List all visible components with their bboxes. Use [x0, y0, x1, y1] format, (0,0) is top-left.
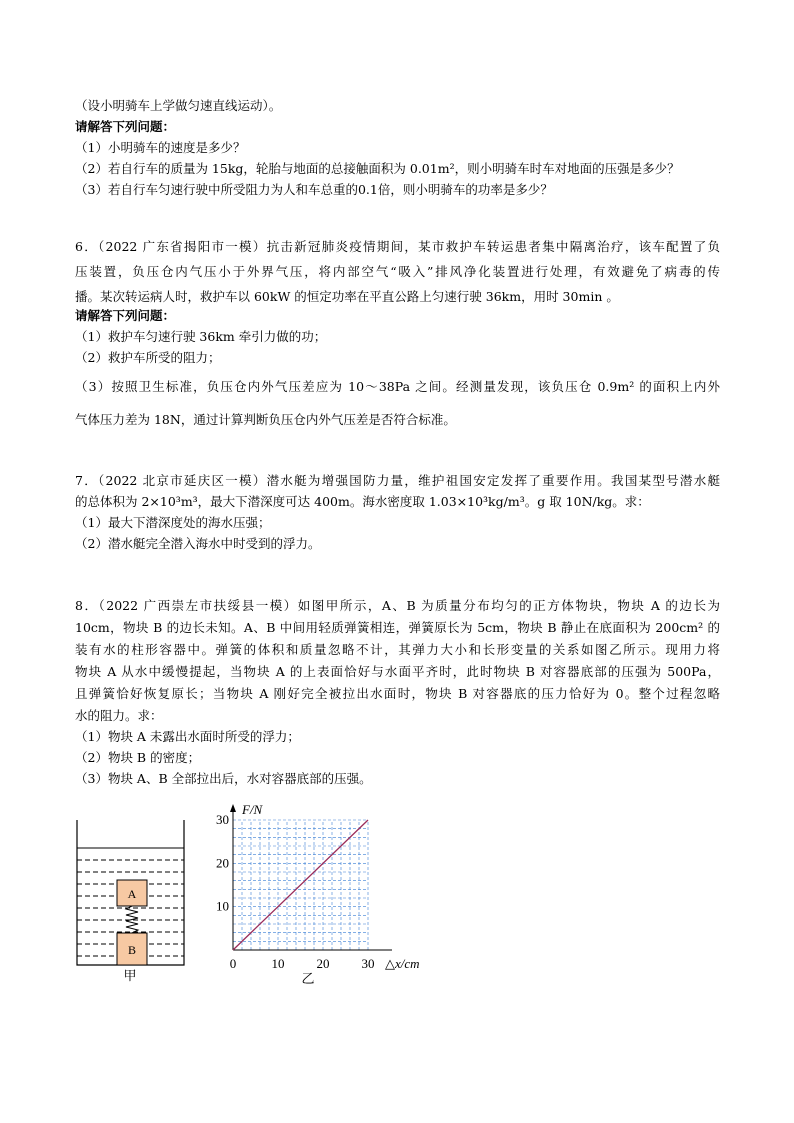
q6-line-5: （1）救护车匀速行驶 36km 牵引力做的功；: [75, 329, 327, 344]
q8-line-1: 8．（2022 广西崇左市扶绥县一模）如图甲所示，A、B 为质量分布均匀的正方体物块，物块 A 的边长为: [75, 598, 720, 613]
caption-jia: 甲: [123, 968, 137, 983]
y-tick-label: 20: [216, 855, 229, 871]
q6-line-1: 6．（2022 广东省揭阳市一模）抗击新冠肺炎疫情期间，某市救护车转运患者集中隔离治疗，该车配置了负: [75, 239, 720, 254]
q8-line-3: 装有水的柱形容器中。弹簧的体积和质量忽略不计，其弹力大小和长形变量的关系如图乙所示。现用力将: [75, 642, 720, 657]
q8-line-6: 水的阻力。求：: [75, 708, 163, 723]
q7-line-1: 7．（2022 北京市延庆区一模）潜水艇为增强国防力量，维护祖国安定发挥了重要作用。我国某型号潜水艇: [75, 473, 720, 488]
x-tick-label: 0: [229, 956, 237, 971]
y-axis-label: F/N: [242, 802, 263, 817]
graph-series: [233, 820, 368, 950]
x-tick-label: 20: [316, 956, 330, 971]
caption-yi: 乙: [301, 971, 315, 986]
q6-line-8: 气体压力差为 18N，通过计算判断负压仓内外气压差是否符合标准。: [75, 412, 456, 427]
block-b-label: B: [127, 943, 137, 957]
force-graph: [216, 802, 420, 986]
q7-line-2: 的总体积为 2×10³m³，最大下潜深度可达 400m。海水密度取 1.03×10³kg/m³。g 取 10N/kg。求：: [75, 494, 650, 509]
q6-line-4: 请解答下列问题：: [75, 308, 176, 323]
q5-line-3: （1）小明骑车的速度是多少？: [75, 140, 246, 155]
q8-line-7: （1）物块 A 未露出水面时所受的浮力；: [75, 729, 300, 744]
q5-line-4: （2）若自行车的质量为 15kg，轮胎与地面的总接触面积为 0.01m²，则小明骑车时车对地面的压强是多少？: [75, 161, 680, 176]
series-line: [233, 820, 368, 950]
q6-line-3: 播。某次转运病人时，救护车以 60kW 的恒定功率在平直公路上匀速行驶 36km，用时 30min 。: [75, 289, 619, 304]
q8-line-9: （3）物块 A、B 全部拉出后，水对容器底部的压强。: [75, 771, 372, 786]
q6-line-7: （3）按照卫生标准，负压仓内外气压差应为 10～38Pa 之间。经测量发现，该负压仓 0.9m² 的面积上内外: [75, 379, 720, 394]
q8-line-2: 10cm，物块 B 的边长未知。A、B 中间用轻质弹簧相连，弹簧原长为 5cm，物块 B 静止在底面积为 200cm² 的: [75, 620, 720, 635]
q8-line-4: 物块 A 从水中缓慢提起，当物块 A 的上表面恰好与水面平齐时，此时物块 B 对容器底部的压强为 500Pa，: [75, 664, 720, 679]
x-tick-label: 30: [361, 956, 375, 971]
q8-line-8: （2）物块 B 的密度；: [75, 750, 201, 765]
figure: [70, 800, 440, 990]
spring: [126, 906, 138, 933]
q6-line-6: （2）救护车所受的阻力；: [75, 350, 221, 365]
q5-line-1: （设小明骑车上学做匀速直线运动）。: [75, 98, 282, 113]
q5-line-5: （3）若自行车匀速行驶中所受阻力为人和车总重的0.1倍，则小明骑车的功率是多少？: [75, 182, 553, 197]
q8-line-5: 且弹簧恰好恢复原长；当物块 A 刚好完全被拉出水面时，物块 B 对容器底的压力恰好为 0。整个过程忽略: [75, 686, 720, 701]
q5-line-2: 请解答下列问题：: [75, 119, 176, 134]
y-axis-arrow: [230, 804, 236, 812]
y-tick-label: 30: [216, 812, 229, 827]
block-a-label: A: [127, 887, 137, 901]
q6-line-2: 压装置，负压仓内气压小于外界气压，将内部空气“吸入”排风净化装置进行处理，有效避免了病毒的传: [75, 264, 720, 279]
y-tick-label: 10: [216, 898, 229, 914]
q7-line-3: （1）最大下潜深度处的海水压强；: [75, 515, 271, 530]
q7-line-4: （2）潜水艇完全潜入海水中时受到的浮力。: [75, 536, 321, 551]
x-axis-label: △x/cm: [385, 956, 420, 971]
x-tick-label: 10: [271, 956, 285, 971]
container-diagram: [77, 820, 184, 983]
